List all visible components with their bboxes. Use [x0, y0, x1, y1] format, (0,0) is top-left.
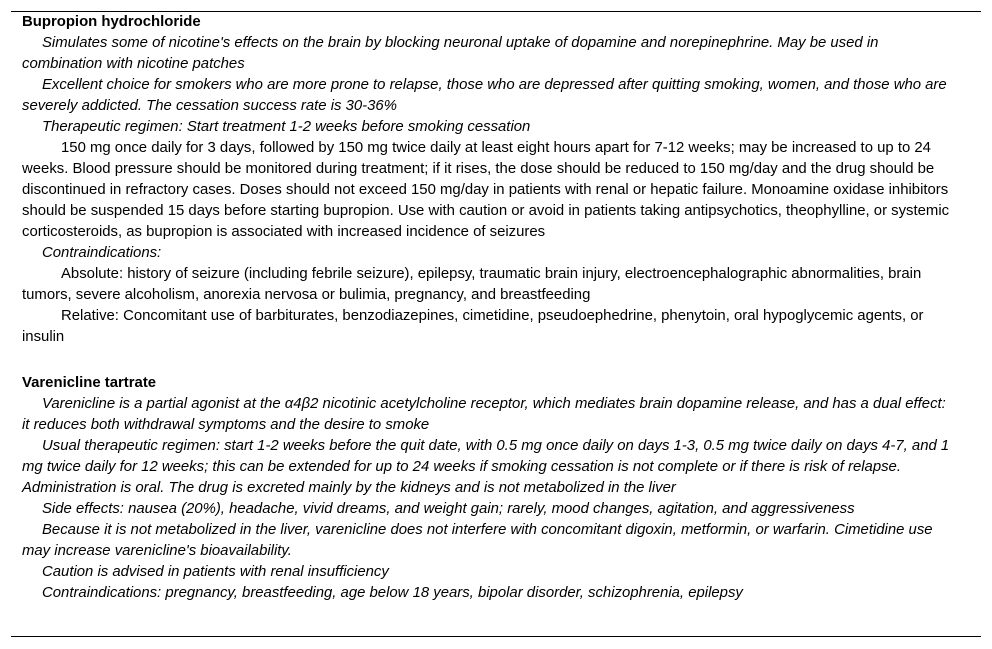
bupropion-absolute-contraindications: Absolute: history of seizure (including febrile seizure), epilepsy, traumatic brain injury, electroencephalographic abnormalities, brain tumors, severe alcoholism, anorexia nervosa or bulimia, pregnancy, and breastfeeding: [22, 266, 922, 303]
bupropion-mechanism: Simulates some of nicotine's effects on the brain by blocking neuronal uptake of dopamine and norepinephrine. May be used in combination with nicotine patches: [22, 35, 879, 72]
varenicline-mechanism: Varenicline is a partial agonist at the α4β2 nicotinic acetylcholine receptor, which mediates brain dopamine release, and has a dual effect: it reduces both withdrawal symptoms and the desire to smoke: [22, 396, 946, 433]
bupropion-contraindications-heading: Contraindications:: [42, 245, 162, 261]
table-content: [22, 12, 957, 604]
bupropion-regimen-heading: Therapeutic regimen: Start treatment 1-2 weeks before smoking cessation: [42, 119, 531, 135]
bupropion-relative-contraindications: Relative: Concomitant use of barbiturates, benzodiazepines, cimetidine, pseudoephedrine, phenytoin, oral hypoglycemic agents, or insulin: [22, 308, 924, 345]
bupropion-regimen-detail: 150 mg once daily for 3 days, followed by 150 mg twice daily at least eight hours apart for 7-12 weeks; may be increased to up to 24 weeks. Blood pressure should be monitored during treatment; if it rises, the dose should be reduced to 150 mg/day and the drug should be discontinued in refractory cases. Doses should not exceed 150 mg/day in patients with renal or hepatic failure. Monoamine oxidase inhibitors should be suspended 15 days before starting bupropion. Use with caution or avoid in patients taking antipsychotics, theophylline, or systemic corticosteroids, as bupropion is associated with increased incidence of seizures: [22, 140, 950, 240]
bupropion-title: Bupropion hydrochloride: [22, 14, 201, 30]
bupropion-section: [22, 12, 957, 348]
section-spacer: [22, 348, 957, 373]
bupropion-candidates: Excellent choice for smokers who are more prone to relapse, those who are depressed after quitting smoking, women, and those who are severely addicted. The cessation success rate is 30-36%: [22, 77, 947, 114]
varenicline-interactions: Because it is not metabolized in the liver, varenicline does not interfere with concomitant digoxin, metformin, or warfarin. Cimetidine use may increase varenicline's bioavailability.: [22, 522, 933, 559]
varenicline-regimen: Usual therapeutic regimen: start 1-2 weeks before the quit date, with 0.5 mg once daily on days 1-3, 0.5 mg twice daily on days 4-7, and 1 mg twice daily for 12 weeks; this can be extended for up to 24 weeks if smoking cessation is not complete or if there is risk of relapse. Administration is oral. The drug is excreted mainly by the kidneys and is not metabolized in the liver: [22, 438, 950, 496]
varenicline-caution: Caution is advised in patients with renal insufficiency: [42, 564, 389, 580]
varenicline-side-effects: Side effects: nausea (20%), headache, vivid dreams, and weight gain; rarely, mood changes, agitation, and aggressiveness: [42, 501, 855, 517]
varenicline-section: [22, 373, 957, 604]
varenicline-contraindications: Contraindications: pregnancy, breastfeeding, age below 18 years, bipolar disorder, schizophrenia, epilepsy: [42, 585, 743, 601]
varenicline-title: Varenicline tartrate: [22, 375, 157, 391]
